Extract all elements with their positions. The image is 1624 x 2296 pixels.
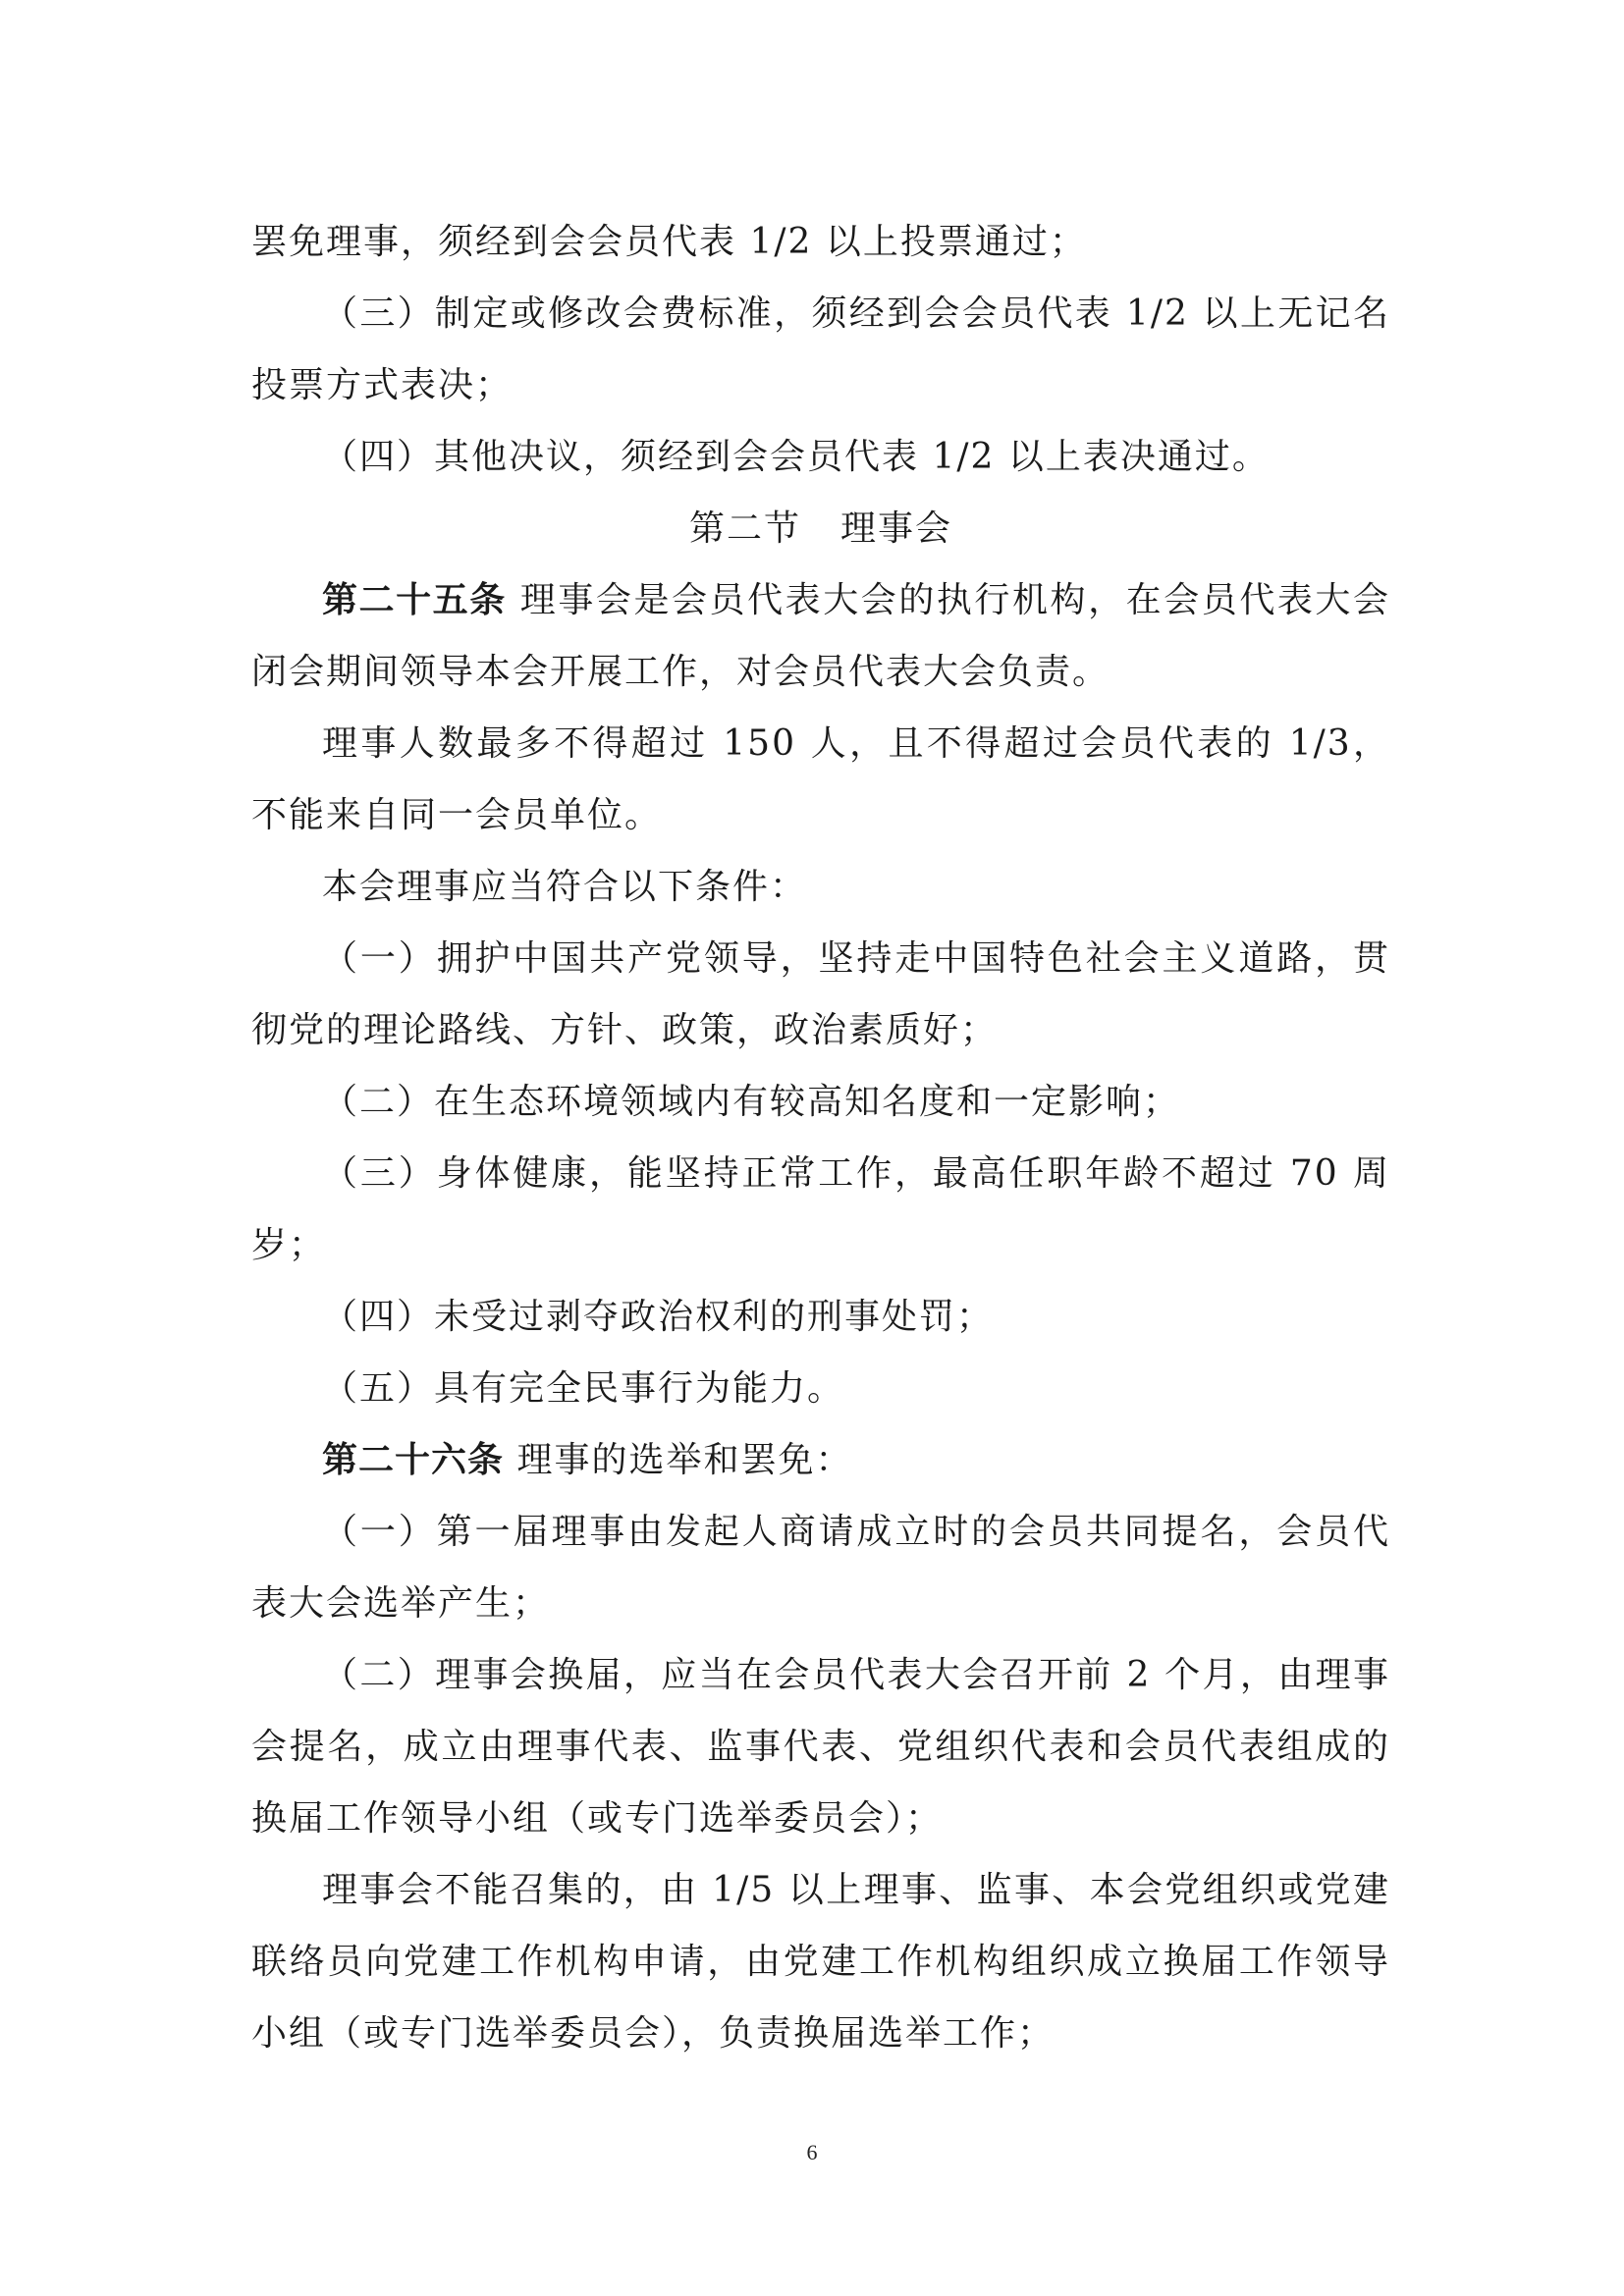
paragraph-continued: 罢免理事，须经到会会员代表 1/2 以上投票通过； — [251, 222, 1087, 262]
section-title: 理事会 — [840, 508, 953, 549]
body-paragraph-4: （二）在生态环境领域内有较高知名度和一定影响； — [322, 1082, 1181, 1122]
article-25 — [251, 564, 1390, 708]
article-26-label: 第二十六条 — [322, 1440, 505, 1480]
body-paragraph-2: 本会理事应当符合以下条件： — [322, 867, 808, 907]
body-paragraph-7: （五）具有完全民事行为能力。 — [322, 1368, 845, 1409]
body-paragraph-5: （三）身体健康，能坚持正常工作，最高任职年龄不超过 70 周岁； — [251, 1153, 1390, 1265]
section-heading — [251, 493, 1390, 564]
body-paragraph-6: （四）未受过剥夺政治权利的刑事处罚； — [322, 1297, 995, 1337]
page-number: 6 — [806, 2140, 818, 2164]
page-content — [251, 206, 1390, 2069]
paragraph-item-4: （四）其他决议，须经到会会员代表 1/2 以上表决通过。 — [322, 437, 1270, 477]
body2-paragraph-2: （二）理事会换届，应当在会员代表大会召开前 2 个月，由理事会提名，成立由理事代表、监事代表、党组织代表和会员代表组成的换届工作领导小组（或专门选举委员会）； — [251, 1655, 1390, 1839]
article-25-text: 理事会是会员代表大会的执行机构，在会员代表大会闭会期间领导本会开展工作，对会员代表大会负责。 — [251, 580, 1390, 692]
paragraph-item-3: （三）制定或修改会费标准，须经到会会员代表 1/2 以上无记名投票方式表决； — [251, 294, 1390, 405]
section-number: 第二节 — [688, 508, 801, 549]
article-26-text: 理事的选举和罢免： — [504, 1440, 853, 1480]
body2-paragraph-1: （一）第一届理事由发起人商请成立时的会员共同提名，会员代表大会选举产生； — [251, 1512, 1390, 1624]
article-26 — [251, 1424, 1390, 1496]
body2-paragraph-3: 理事会不能召集的，由 1/5 以上理事、监事、本会党组织或党建联络员向党建工作机构申请，由党建工作机构组织成立换届工作领导小组（或专门选举委员会），负责换届选举工作； — [251, 1870, 1390, 2054]
body-paragraph-1: 理事人数最多不得超过 150 人，且不得超过会员代表的 1/3，不能来自同一会员单位。 — [251, 723, 1390, 835]
article-25-label: 第二十五条 — [322, 580, 507, 620]
body-paragraph-3: （一）拥护中国共产党领导，坚持走中国特色社会主义道路，贯彻党的理论路线、方针、政策，政治素质好； — [251, 938, 1390, 1050]
